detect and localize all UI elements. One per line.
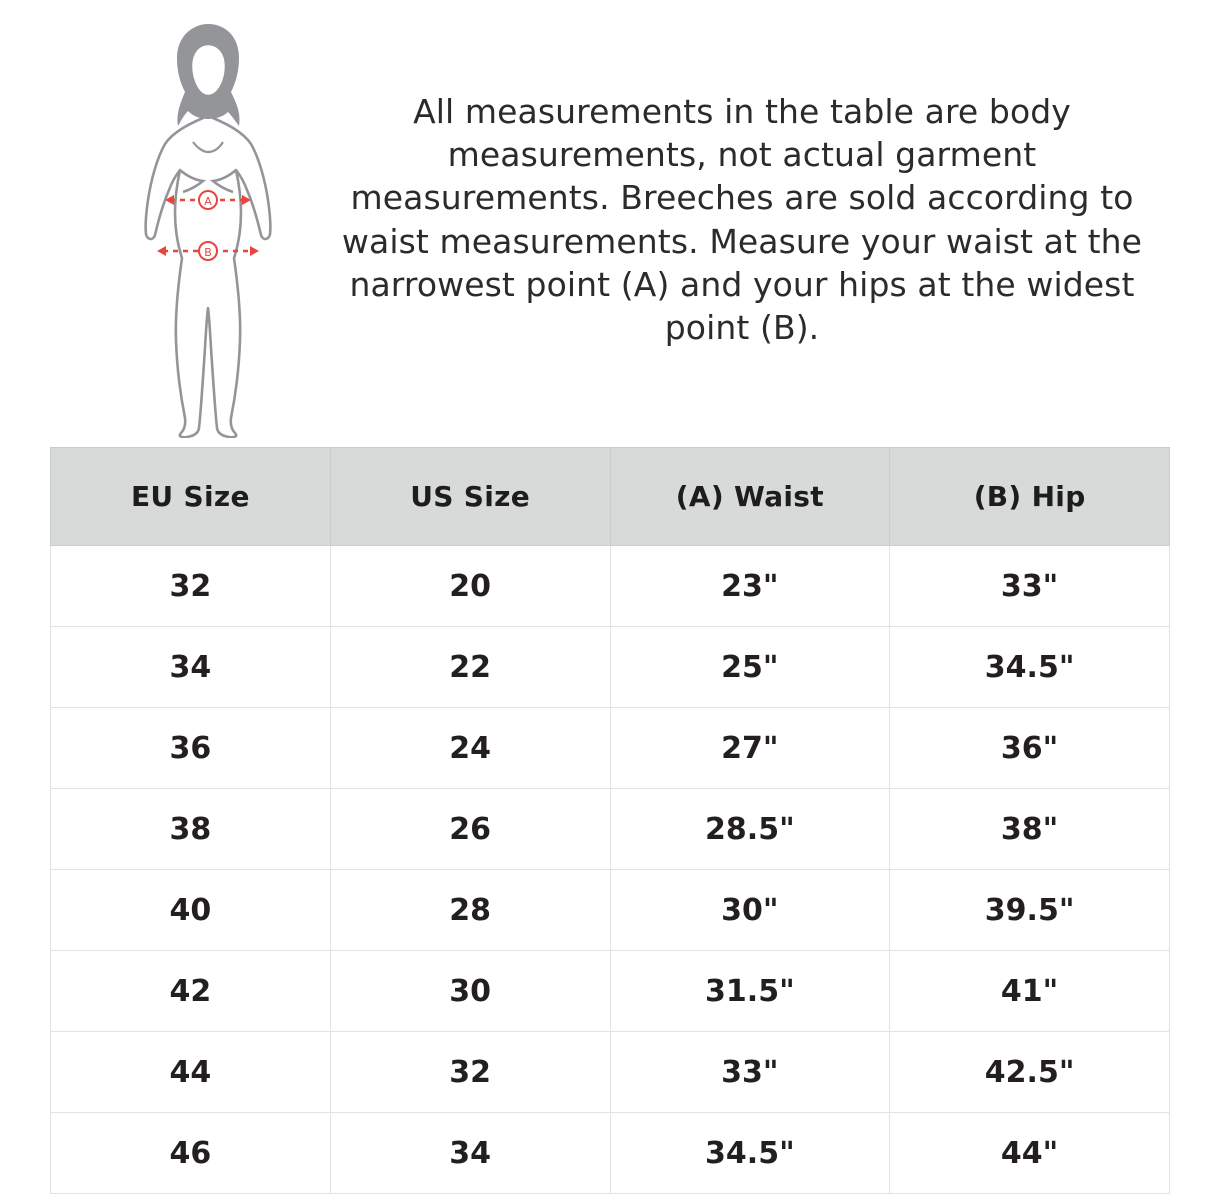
cell-hip: 34.5" [890, 627, 1170, 708]
table-row [51, 546, 1170, 627]
cell-hip: 38" [890, 789, 1170, 870]
column-header-us-size: US Size [330, 448, 610, 546]
cell-us-size: 32 [330, 1032, 610, 1113]
cell-waist: 31.5" [610, 951, 890, 1032]
table-row [51, 789, 1170, 870]
hip-marker [157, 242, 259, 260]
table-header-row [51, 448, 1170, 546]
cell-us-size: 26 [330, 789, 610, 870]
table-row [51, 951, 1170, 1032]
cell-eu-size: 40 [51, 870, 331, 951]
cell-hip: 39.5" [890, 870, 1170, 951]
table-row [51, 1113, 1170, 1194]
waist-marker [165, 191, 251, 209]
cell-hip: 33" [890, 546, 1170, 627]
cell-us-size: 28 [330, 870, 610, 951]
cell-us-size: 34 [330, 1113, 610, 1194]
cell-hip: 44" [890, 1113, 1170, 1194]
cell-eu-size: 38 [51, 789, 331, 870]
size-table [50, 447, 1170, 1194]
cell-eu-size: 36 [51, 708, 331, 789]
cell-us-size: 20 [330, 546, 610, 627]
cell-waist: 25" [610, 627, 890, 708]
cell-us-size: 24 [330, 708, 610, 789]
svg-text:B: B [204, 246, 212, 259]
table-row [51, 708, 1170, 789]
column-header-eu-size: EU Size [51, 448, 331, 546]
cell-hip: 42.5" [890, 1032, 1170, 1113]
cell-waist: 34.5" [610, 1113, 890, 1194]
cell-eu-size: 32 [51, 546, 331, 627]
svg-text:A: A [204, 195, 212, 208]
intro-text: All measurements in the table are body measurements, not actual garment measurements. Breeches are sold according to waist measurements. Measure your waist at the narrowest point (A) and your hips at the widest point (B). [341, 92, 1143, 348]
cell-eu-size: 34 [51, 627, 331, 708]
cell-waist: 30" [610, 870, 890, 951]
body-diagram [115, 18, 300, 438]
cell-waist: 33" [610, 1032, 890, 1113]
table-row [51, 1032, 1170, 1113]
column-header-waist: (A) Waist [610, 448, 890, 546]
cell-hip: 36" [890, 708, 1170, 789]
cell-eu-size: 42 [51, 951, 331, 1032]
table-row [51, 870, 1170, 951]
cell-eu-size: 44 [51, 1032, 331, 1113]
size-table-head [51, 448, 1170, 546]
column-header-hip: (B) Hip [890, 448, 1170, 546]
cell-eu-size: 46 [51, 1113, 331, 1194]
cell-hip: 41" [890, 951, 1170, 1032]
cell-waist: 28.5" [610, 789, 890, 870]
size-table-container [50, 447, 1170, 1194]
cell-waist: 27" [610, 708, 890, 789]
cell-waist: 23" [610, 546, 890, 627]
table-row [51, 627, 1170, 708]
cell-us-size: 22 [330, 627, 610, 708]
header-section [0, 0, 1220, 440]
size-table-body [51, 546, 1170, 1194]
female-body-measurement-diagram-icon [115, 18, 300, 438]
cell-us-size: 30 [330, 951, 610, 1032]
